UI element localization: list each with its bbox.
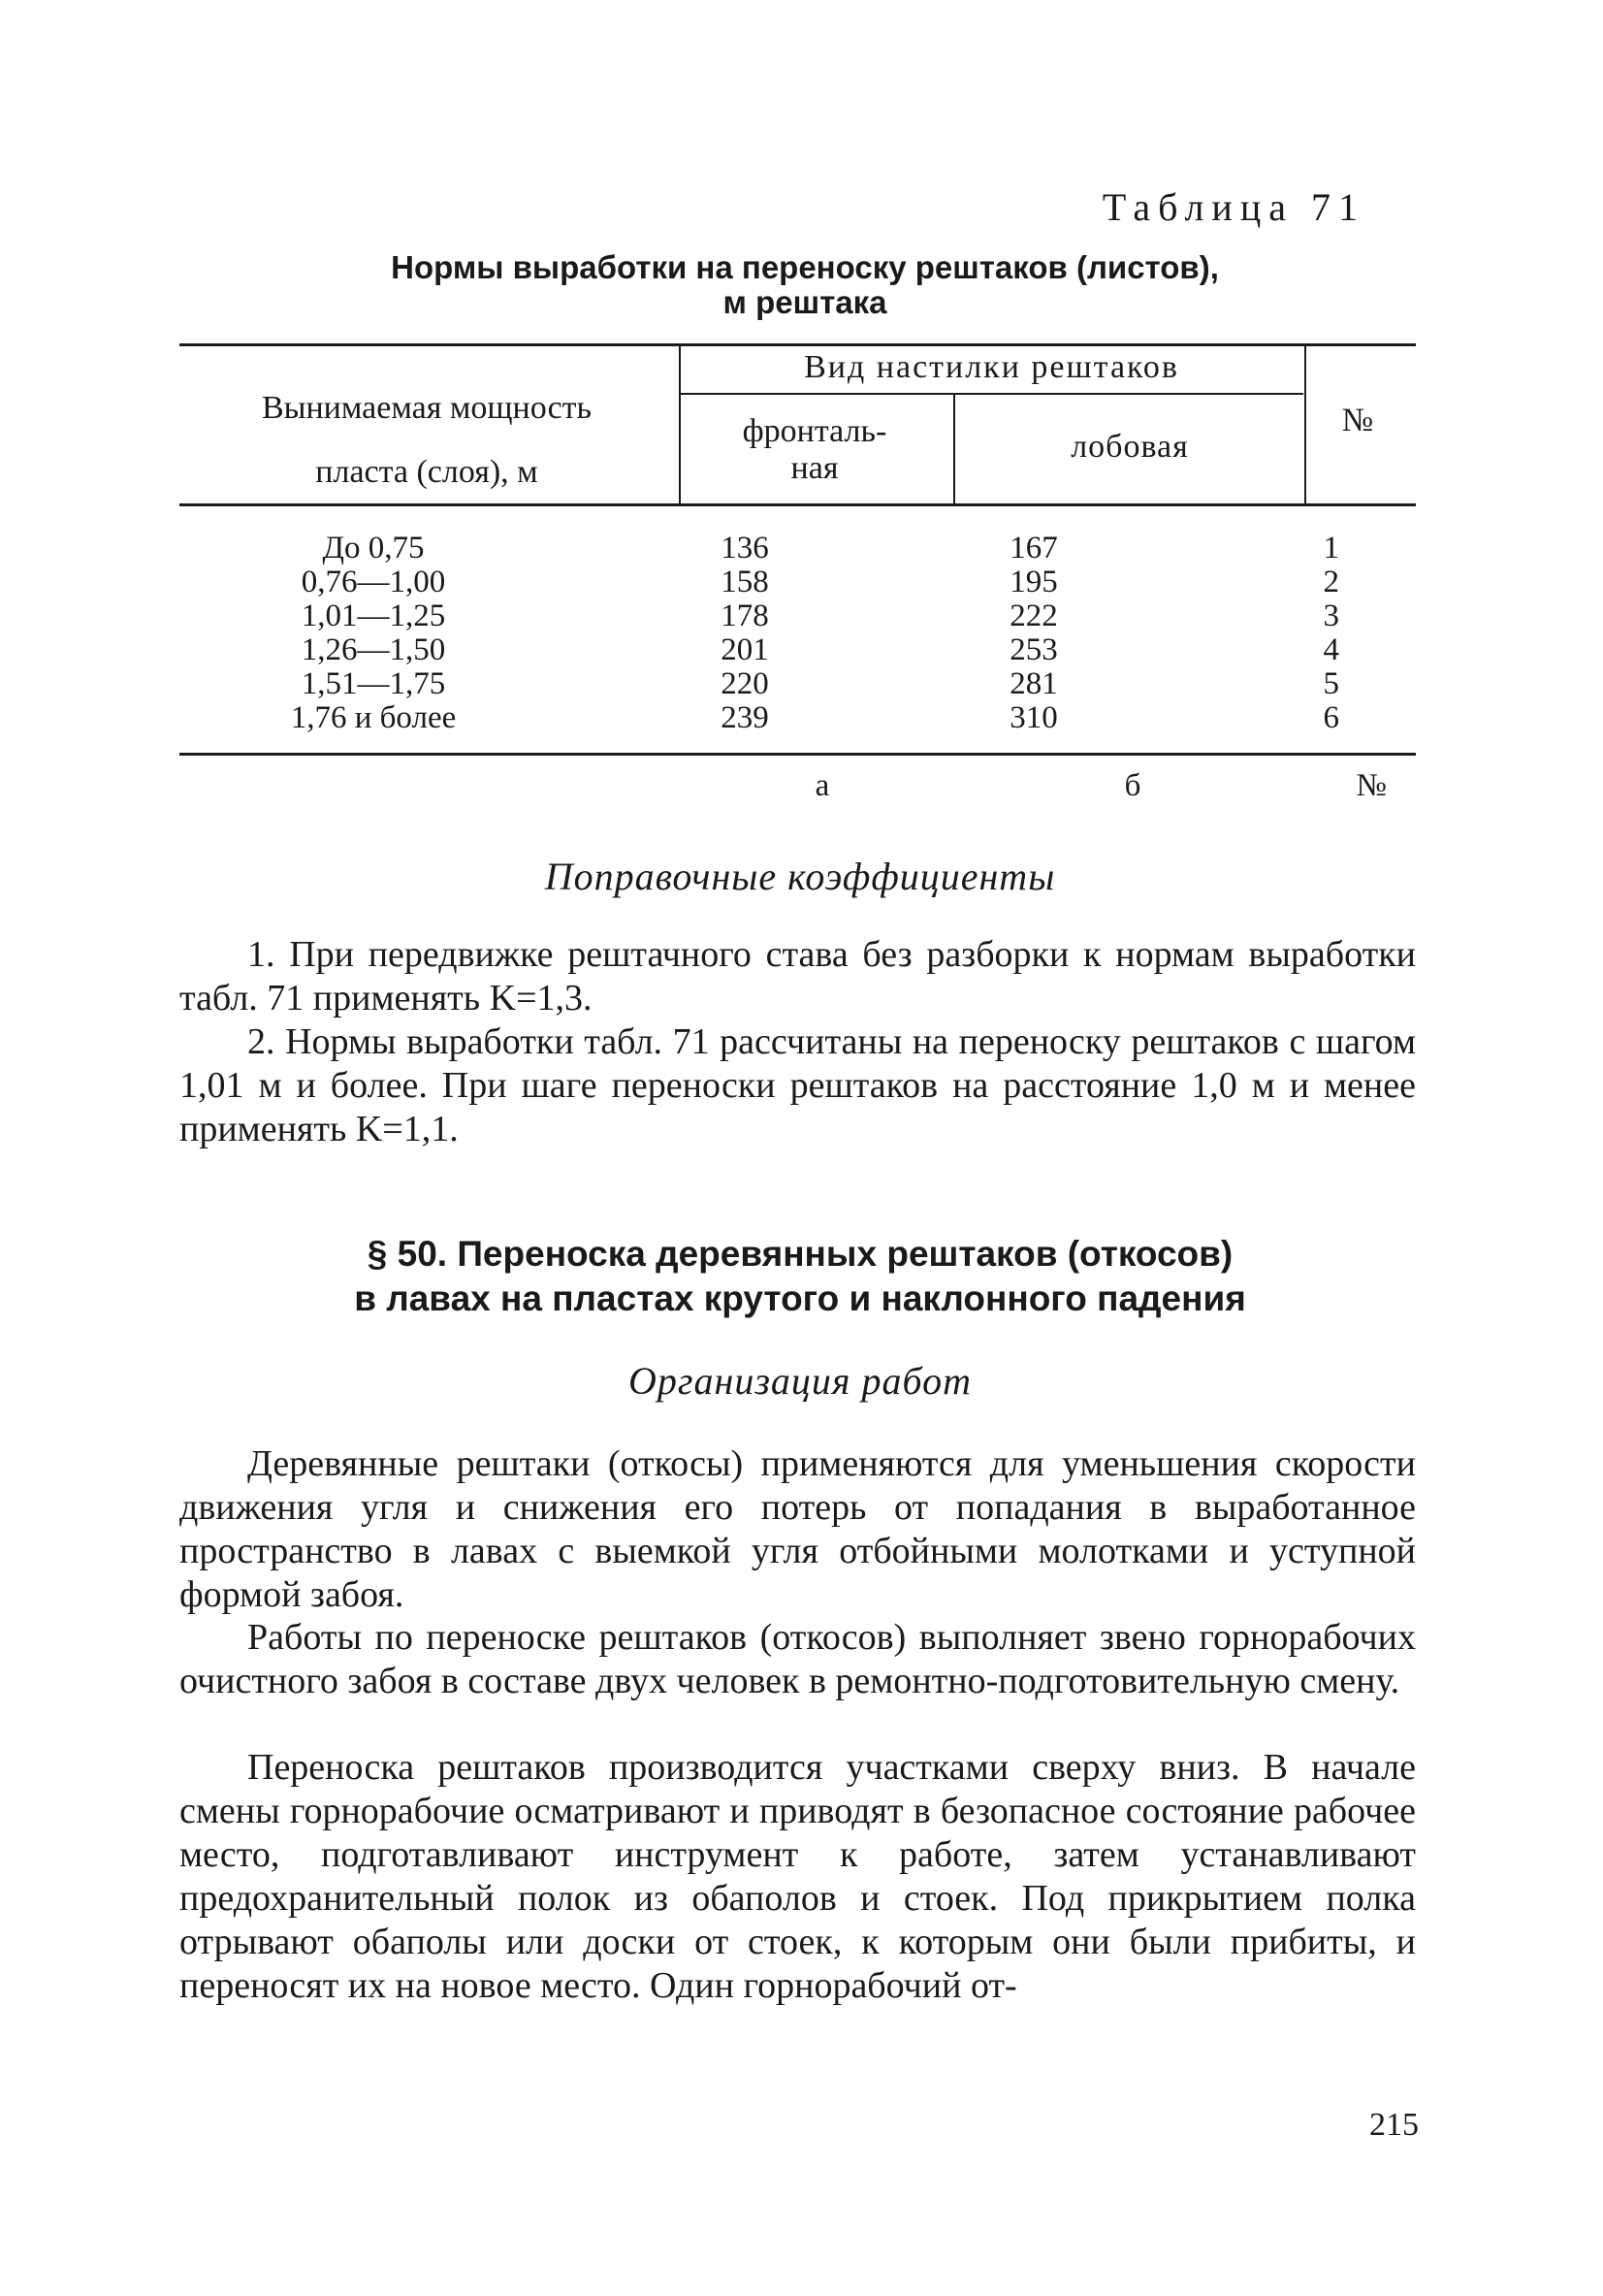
column-letter-number: № bbox=[1356, 768, 1387, 803]
table-row bbox=[179, 633, 1411, 667]
table-title-line-1: Нормы выработки на переноску рештаков (листов), bbox=[391, 249, 1219, 285]
cell-thickness: 1,51—1,75 bbox=[301, 666, 446, 701]
header-thickness-line-1: Вынимаемая мощность bbox=[261, 390, 593, 426]
body-paragraph-2: Работы по переноске рештаков (откосов) выполняет звено горнорабочих очистного забоя в составе двух человек в ремонтно-подготовительную смену. bbox=[179, 1617, 1416, 1701]
header-thickness bbox=[179, 376, 674, 504]
cell-number: 5 bbox=[1323, 666, 1339, 701]
cell-thickness: 1,26—1,50 bbox=[301, 632, 446, 667]
cell-number: 2 bbox=[1323, 565, 1339, 599]
table-row bbox=[179, 599, 1411, 633]
correction-item-2: 2. Нормы выработки табл. 71 рассчитаны на переноску рештаков с шагом 1,01 м и более. При шаге переноски рештаков на расстояние 1,0 м и менее применять K=1,1. bbox=[179, 1021, 1416, 1149]
header-frontal bbox=[679, 413, 950, 487]
table-label: Таблица 71 bbox=[1102, 185, 1365, 229]
cell-number: 1 bbox=[1323, 531, 1339, 566]
cell-end-on: 222 bbox=[1010, 598, 1058, 633]
cell-end-on: 253 bbox=[1010, 632, 1058, 667]
cell-end-on: 310 bbox=[1010, 700, 1058, 735]
cell-number: 3 bbox=[1323, 598, 1339, 633]
cell-number: 4 bbox=[1323, 632, 1339, 667]
cell-thickness: 1,76 и более bbox=[290, 700, 457, 735]
cell-frontal: 220 bbox=[721, 666, 769, 701]
section-title-line-1: § 50. Переноска деревянных рештаков (откосов) bbox=[367, 1234, 1234, 1274]
cell-thickness: 1,01—1,25 bbox=[301, 598, 446, 633]
cell-frontal: 178 bbox=[721, 598, 769, 633]
cell-end-on: 281 bbox=[1010, 666, 1058, 701]
table-row bbox=[179, 566, 1411, 599]
correction-item-1: 1. При передвижке рештачного става без разборки к нормам выработки табл. 71 применять K=1,3. bbox=[179, 934, 1416, 1019]
cell-frontal: 136 bbox=[721, 531, 769, 566]
section-title-line-2: в лавах на пластах крутого и наклонного падения bbox=[354, 1278, 1246, 1318]
cell-frontal: 201 bbox=[721, 632, 769, 667]
cell-end-on: 167 bbox=[1010, 531, 1058, 566]
table-row bbox=[179, 667, 1411, 701]
table-top-rule bbox=[179, 343, 1416, 346]
table-title bbox=[320, 250, 1290, 320]
organization-heading: Организация работ bbox=[627, 1359, 972, 1403]
body-paragraph-3: Переноска рештаков производится участками сверху вниз. В начале смены горнорабочие осматривают и приводят в безопасное состояние рабочее место, подготавливают инструмент к работе, затем устанавливают предохранительный полок из обаполов и стоек. Под прикрытием полка отрывают обаполы или доски от стоек, к которым они были прибиты, и переносят их на новое место. Один горнорабочий от- bbox=[179, 1747, 1416, 2006]
header-thickness-line-2: пласта (слоя), м bbox=[315, 454, 538, 490]
cell-frontal: 239 bbox=[721, 700, 769, 735]
table-row bbox=[179, 532, 1411, 566]
header-frontal-line-1: фронталь- bbox=[742, 413, 887, 449]
table-title-line-2: м рештака bbox=[722, 284, 887, 320]
table-bottom-rule bbox=[179, 753, 1416, 756]
cell-number: 6 bbox=[1323, 700, 1339, 735]
group-header-rule bbox=[681, 393, 1303, 395]
cell-thickness: 0,76—1,00 bbox=[301, 565, 446, 599]
page-number: 215 bbox=[1369, 2107, 1419, 2143]
table-row bbox=[179, 701, 1411, 735]
header-divider-3 bbox=[1304, 346, 1306, 504]
table-body bbox=[179, 532, 1411, 735]
header-number: № bbox=[1341, 403, 1374, 438]
column-letter-b: б bbox=[1124, 768, 1141, 803]
header-deck-type: Вид настилки рештаков bbox=[804, 349, 1179, 385]
body-paragraph-1: Деревянные рештаки (откосы) применяются для уменьшения скорости движения угля и снижения его потерь от попадания в выработанное пространство в лавах с выемкой угля отбойными молотками и уступной формой забоя. bbox=[179, 1443, 1416, 1615]
column-letter-a: а bbox=[815, 768, 830, 803]
cell-thickness: До 0,75 bbox=[322, 531, 425, 566]
header-end-on: лобовая bbox=[1071, 429, 1189, 465]
header-frontal-line-2: ная bbox=[790, 450, 839, 486]
cell-end-on: 195 bbox=[1010, 565, 1058, 599]
section-title bbox=[179, 1232, 1421, 1321]
corrections-heading: Поправочные коэффициенты bbox=[544, 855, 1056, 898]
cell-frontal: 158 bbox=[721, 565, 769, 599]
